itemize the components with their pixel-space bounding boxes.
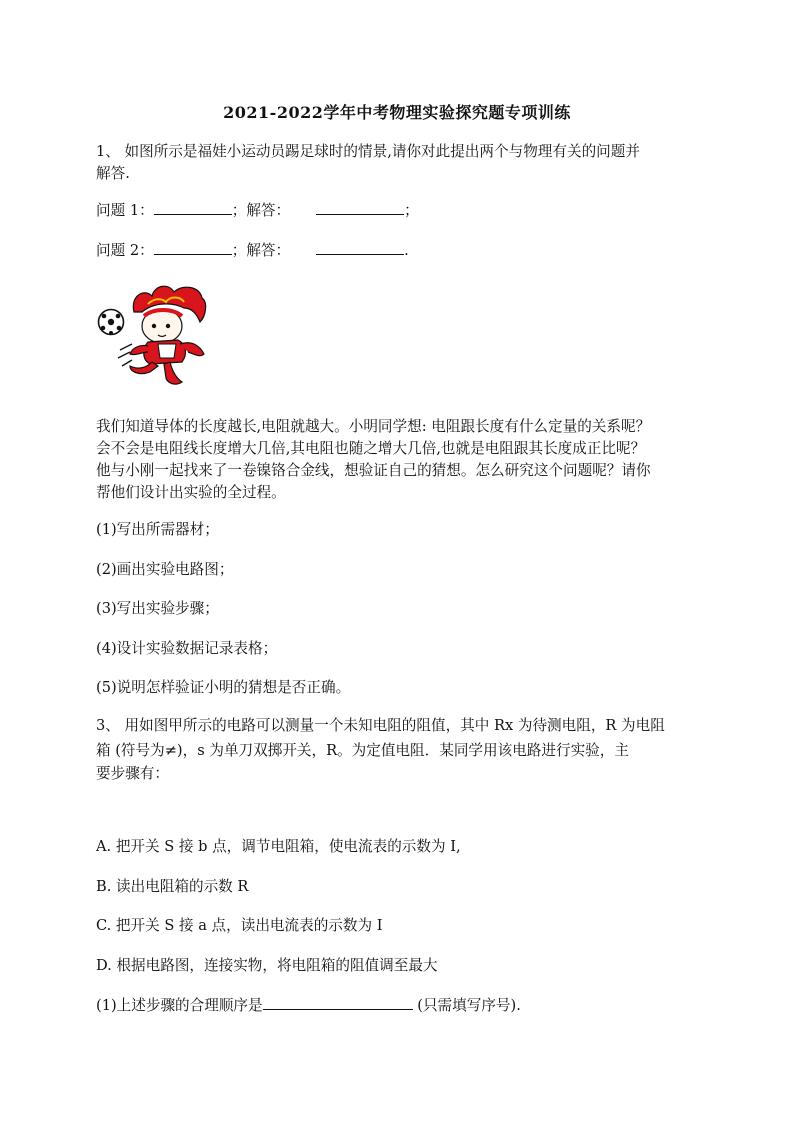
q2-intro-line1: 我们知道导体的长度越长,电阻就越大。小明同学想: 电阻跟长度有什么定量的关系呢？: [96, 418, 651, 435]
q2-intro-line4: 帮他们设计出实验的全过程。: [96, 484, 286, 501]
q3-step-a: A. 把开关 S 接 b 点，调节电阻箱，使电流表的示数为 I,: [96, 838, 461, 855]
q1-question2-row: [96, 240, 706, 262]
q3-sub1-row: [96, 995, 706, 1017]
q3-text-line2: 箱 (符号为≠)，s 为单刀双掷开关，R。为定值电阻．某同学用该电路进行实验，主: [96, 742, 629, 759]
q2-item-3: (3)写出实验步骤；: [96, 600, 219, 617]
q2-intro-line2: 会不会是电阻线长度增大几倍,其电阻也随之增大几倍,也就是电阻跟其长度成正比呢？: [96, 440, 646, 457]
q3-step-c: C. 把开关 S 接 a 点，读出电流表的示数为 I: [96, 917, 383, 934]
q2-item-4: (4)设计实验数据记录表格；: [96, 640, 278, 657]
q3-step-d: D. 根据电路图，连接实物，将电阻箱的阻值调至最大: [96, 957, 438, 974]
q1-row2-end: .: [404, 242, 409, 259]
soccer-ball-icon: [99, 310, 124, 336]
q3-sub1-answer-blank[interactable]: [263, 995, 413, 1010]
q1-question1-row: [96, 200, 706, 222]
q2-intro-line3: 他与小刚一起找来了一卷镍铬合金线，想验证自己的猜想。怎么研究这个问题呢？请你: [96, 462, 651, 479]
q2-item-2: (2)画出实验电路图；: [96, 561, 234, 578]
q1-row1-answer-blank[interactable]: [316, 200, 404, 215]
q1-row2-label: 问题 2：: [96, 242, 154, 259]
q3-step-b: B. 读出电阻箱的示数 R: [96, 878, 249, 895]
q1-row1-answer-label: ；解答：: [231, 202, 291, 219]
q1-row1-label: 问题 1：: [96, 202, 154, 219]
q3-sub1-prefix: (1)上述步骤的合理顺序是: [96, 997, 263, 1014]
q2-item-5: (5)说明怎样验证小明的猜想是否正确。: [96, 679, 351, 696]
mascot-soccer-illustration: [96, 282, 214, 388]
q3-text-line3: 要步骤有：: [96, 765, 169, 782]
q1-row2-answer-blank[interactable]: [316, 240, 404, 255]
q1-row2-answer-label: ；解答：: [231, 242, 291, 259]
document-title: 2021-2022学年中考物理实验探究题专项训练: [223, 103, 571, 122]
q2-item-1: (1)写出所需器材；: [96, 521, 219, 538]
q1-text-line1: 1、 如图所示是福娃小运动员踢足球时的情景,请你对此提出两个与物理有关的问题并: [96, 143, 640, 160]
q1-row1-end: ；: [404, 202, 419, 219]
q1-row1-question-blank[interactable]: [154, 200, 232, 215]
q3-sub1-suffix: (只需填写序号).: [412, 997, 521, 1014]
q3-text-line1: 3、 用如图甲所示的电路可以测量一个未知电阻的阻值，其中 Rx 为待测电阻，R 为电阻: [96, 717, 665, 734]
q1-row2-question-blank[interactable]: [154, 240, 232, 255]
q1-text-line2: 解答.: [96, 165, 130, 182]
